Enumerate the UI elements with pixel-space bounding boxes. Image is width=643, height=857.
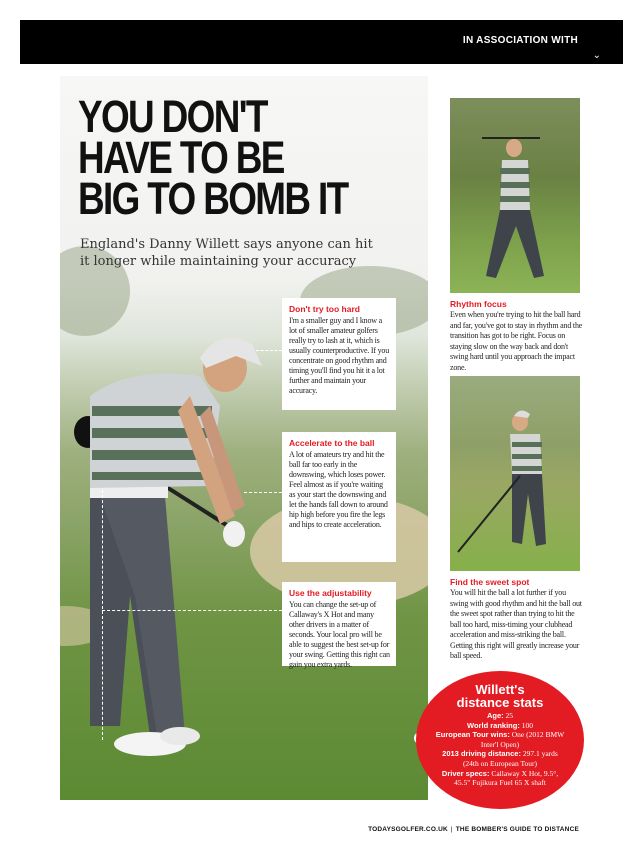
tip-body: I'm a smaller guy and I know a lot of smaller amateur golfers really try to lash at it, which is usually counterproductive. If you concentrate on good rhythm and timing you'll find you hit it a lot further and maintain your accuracy. <box>289 316 390 395</box>
tip-box <box>282 432 396 562</box>
headline-line: BIG TO BOMB IT <box>78 173 348 224</box>
footer-section: THE BOMBER'S GUIDE TO DISTANCE <box>455 826 579 833</box>
tip-body: A lot of amateurs try and hit the ball far too early in the downswing, which loses power. Feel almost as if you're waiting as your start the downswing and let the hands fall down to around hip high before you fire the legs and hips to create acceleration. <box>289 450 388 529</box>
footer-separator: | <box>450 826 453 833</box>
connector-line <box>102 610 282 611</box>
stats-title <box>416 683 584 709</box>
side-tip-body: You will hit the ball a lot further if you swing with good rhythm and hit the ball out the sweet spot rather than trying to hit the ball too hard, miss-timing your clubhead acceleration and miss-striking the ball. Getting this right will greatly increase your ball speed. <box>450 588 582 660</box>
tip-title: Use the adjustability <box>289 588 372 598</box>
headline-line: YOU DON'T <box>78 91 267 142</box>
golfer-downswing-illustration <box>450 376 580 571</box>
tip-title: Don't try too hard <box>289 304 360 314</box>
stats-body <box>434 711 566 788</box>
stat-age: Age: 25 <box>486 711 514 720</box>
tip-box <box>282 298 396 410</box>
connector-line <box>256 350 282 351</box>
stat-ranking: World ranking: 100 <box>467 720 533 730</box>
stat-driving: 2013 driving distance: 297.1 yards (24th on European Tour) <box>442 749 558 768</box>
tip-title: Accelerate to the ball <box>289 438 375 448</box>
swing-photo-backswing <box>450 98 580 293</box>
tip-box <box>282 582 396 669</box>
headline-line: HAVE TO BE <box>78 132 284 183</box>
callaway-chevron-icon: ⌄ <box>592 50 601 61</box>
headline <box>78 91 357 224</box>
banner-text: IN ASSOCIATION WITH <box>462 35 578 46</box>
side-tip-body: Even when you're trying to hit the ball hard and far, you've got to stay in rhythm and the transition has got to be right. Focus on staying slow on the way back and don't swing hard until you approach the impact zone. <box>450 310 583 372</box>
subhead: England's Danny Willett says anyone can hit it longer while maintaining your accuracy <box>80 237 373 269</box>
swing-photo-downswing <box>450 376 580 571</box>
stats-title-line: Willett's <box>475 682 525 697</box>
side-tip <box>450 577 584 662</box>
stat-specs: Driver specs: Callaway X Hot, 9.5°, 45.5" Fujikura Fuel 65 X shaft <box>441 768 559 788</box>
stats-badge <box>416 671 584 809</box>
stats-title-line: distance stats <box>456 695 544 710</box>
golfer-backswing-illustration <box>450 98 580 293</box>
stat-wins: European Tour wins: One (2012 BMW Inter'l Open) <box>435 730 565 749</box>
footer-site: TODAYSGOLFER.CO.UK <box>368 826 448 833</box>
side-tip-title: Find the sweet spot <box>450 577 530 587</box>
tip-body: You can change the set-up of Callaway's X Hot and many other drivers in a matter of seconds. Your local pro will be able to suggest the best set-up for your swing. Getting this right can gain you extra yards. <box>289 600 390 669</box>
side-tip-title: Rhythm focus <box>450 299 507 309</box>
page-footer <box>368 826 579 833</box>
connector-line <box>244 492 282 493</box>
sponsor-banner <box>20 20 623 64</box>
connector-line <box>102 490 103 740</box>
side-tip <box>450 299 584 373</box>
